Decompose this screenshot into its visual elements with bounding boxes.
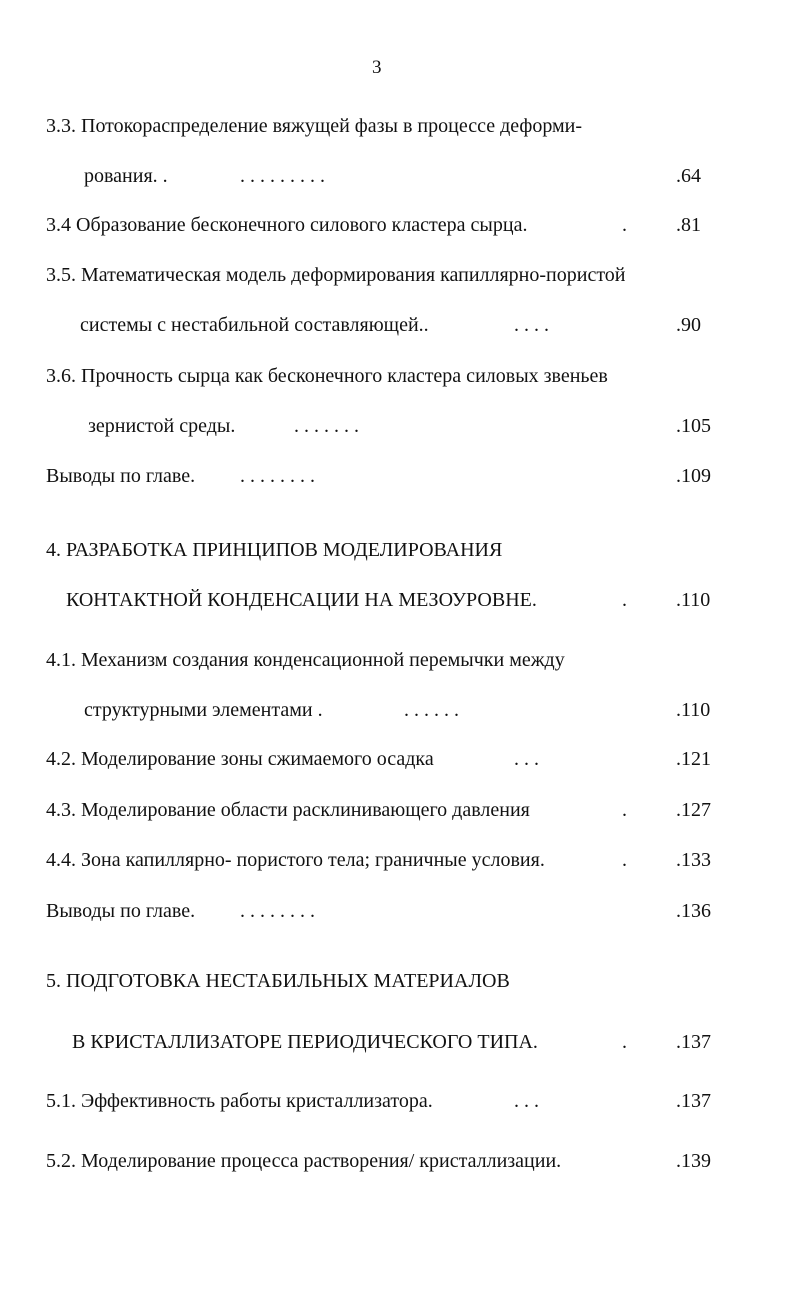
toc-entry-conclusions-3: Выводы по главе.	[46, 465, 196, 487]
toc-page-number: .133	[676, 849, 711, 871]
toc-page-number: .139	[676, 1150, 711, 1172]
toc-entry-3-3-line1: 3.3. Потокораспределение вяжущей фазы в процессе деформи-	[46, 115, 583, 137]
toc-page-number: .137	[676, 1031, 711, 1053]
toc-page-number: .64	[676, 165, 701, 187]
toc-entry-5-1: 5.1. Эффективность работы кристаллизатора.	[46, 1090, 433, 1112]
toc-page-number: .81	[676, 214, 701, 236]
toc-dot-leader: . . . . . .	[404, 699, 459, 721]
toc-page-number: .109	[676, 465, 711, 487]
toc-entry-3-6-line1: 3.6. Прочность сырца как бесконечного кластера силовых звеньев	[46, 365, 608, 387]
toc-dot-leader: . . . . . . . . .	[240, 165, 325, 187]
toc-dot-leader: . . . . . . .	[294, 415, 359, 437]
toc-dot-leader: . . . .	[514, 314, 549, 336]
toc-entry-3-5-line2: системы с нестабильной составляющей..	[80, 314, 429, 336]
toc-entry-4-4: 4.4. Зона капиллярно- пористого тела; граничные условия.	[46, 849, 545, 871]
toc-entry-3-4: 3.4 Образование бесконечного силового кластера сырца.	[46, 214, 528, 236]
toc-entry-3-3-line2: рования. .	[84, 165, 168, 187]
toc-dot-leader: .	[622, 849, 627, 871]
toc-entry-5-2: 5.2. Моделирование процесса растворения/ кристаллизации.	[46, 1150, 562, 1172]
toc-dot-leader: .	[622, 1031, 627, 1053]
page-number: 3	[372, 57, 382, 78]
toc-entry-4-1-line2: структурными элементами .	[84, 699, 323, 721]
toc-chapter-5-line2: В КРИСТАЛЛИЗАТОРЕ ПЕРИОДИЧЕСКОГО ТИПА.	[72, 1031, 538, 1053]
toc-page-number: .127	[676, 799, 711, 821]
toc-dot-leader: . . . . . . . .	[240, 900, 315, 922]
toc-dot-leader: .	[622, 214, 627, 236]
toc-page-number: .136	[676, 900, 711, 922]
toc-entry-3-6-line2: зернистой среды.	[88, 415, 236, 437]
toc-page-number: .137	[676, 1090, 711, 1112]
toc-page-number: .110	[676, 699, 711, 721]
toc-chapter-4-line2: КОНТАКТНОЙ КОНДЕНСАЦИИ НА МЕЗОУРОВНЕ.	[66, 589, 537, 611]
toc-page-number: .90	[676, 314, 701, 336]
toc-page-number: .121	[676, 748, 711, 770]
toc-entry-conclusions-4: Выводы по главе.	[46, 900, 196, 922]
toc-page-number: .105	[676, 415, 711, 437]
toc-dot-leader: .	[622, 799, 627, 821]
toc-dot-leader: . . .	[514, 1090, 539, 1112]
toc-dot-leader: . . .	[514, 748, 539, 770]
toc-entry-4-1-line1: 4.1. Механизм создания конденсационной перемычки между	[46, 649, 565, 671]
toc-entry-4-2: 4.2. Моделирование зоны сжимаемого осадка	[46, 748, 434, 770]
toc-dot-leader: .	[622, 589, 627, 611]
toc-entry-4-3: 4.3. Моделирование области расклинивающего давления	[46, 799, 530, 821]
toc-page-number: .110	[676, 589, 711, 611]
toc-chapter-4-line1: 4. РАЗРАБОТКА ПРИНЦИПОВ МОДЕЛИРОВАНИЯ	[46, 539, 503, 561]
toc-entry-3-5-line1: 3.5. Математическая модель деформирования капиллярно-пористой	[46, 264, 626, 286]
toc-chapter-5-line1: 5. ПОДГОТОВКА НЕСТАБИЛЬНЫХ МАТЕРИАЛОВ	[46, 970, 510, 992]
toc-dot-leader: . . . . . . . .	[240, 465, 315, 487]
